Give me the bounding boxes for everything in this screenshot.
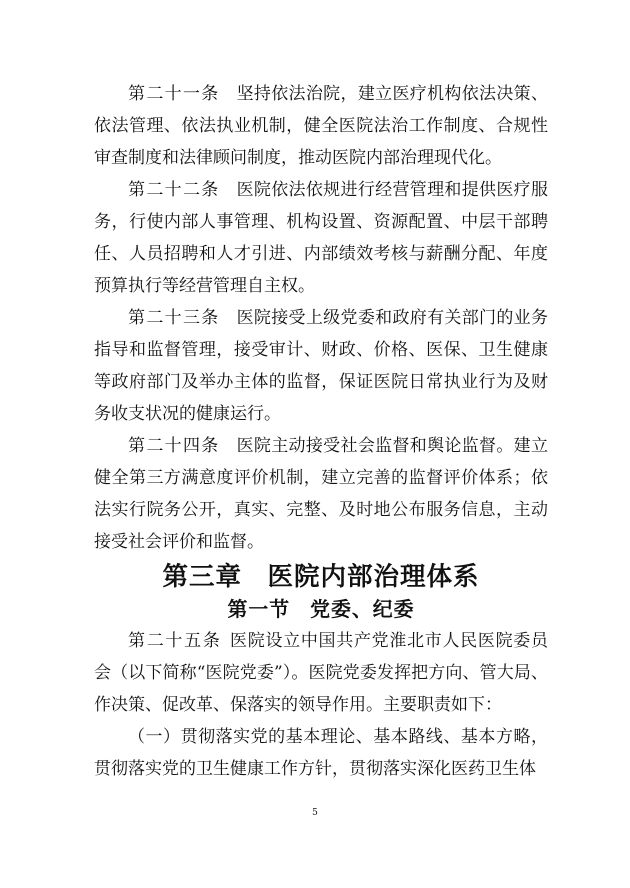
- list-item-1: [94, 721, 548, 785]
- article-number: 第二十三条: [128, 308, 220, 328]
- article-text: 医院主动接受社会监督和舆论监督。建立健全第三方满意度评价机制，建立完善的监督评价体系；依法实行院务公开，真实、完整、及时地公布服务信息，主动接受社会评价和监督。: [94, 436, 549, 552]
- article-22: [94, 174, 548, 302]
- article-number: 第二十二条: [128, 180, 220, 200]
- document-body: [94, 78, 548, 785]
- list-item-text: （一）贯彻落实党的基本理论、基本路线、基本方略，贯彻落实党的卫生健康工作方针，贯彻落实深化医药卫生体: [94, 727, 548, 779]
- chapter-number: 第三章: [162, 562, 242, 592]
- section-number: 第一节: [227, 597, 291, 621]
- section-heading: [94, 593, 548, 625]
- article-text: 医院依法依规进行经营管理和提供医疗服务，行使内部人事管理、机构设置、资源配置、中层干部聘任、人员招聘和人才引进、内部绩效考核与薪酬分配、年度预算执行等经营管理自主权。: [94, 180, 549, 296]
- article-text: 医院设立中国共产党淮北市人民医院委员会（以下简称“医院党委”）。医院党委发挥把方向、管大局、作决策、促改革、保落实的领导作用。主要职责如下：: [94, 631, 549, 715]
- page-number: 5: [312, 808, 318, 818]
- chapter-heading: [94, 561, 548, 593]
- article-number: 第二十一条: [128, 84, 220, 104]
- article-23: [94, 302, 548, 430]
- article-text: 坚持依法治院，建立医疗机构依法决策、依法管理、依法执业机制，健全医院法治工作制度、合规性审查制度和法律顾问制度，推动医院内部治理现代化。: [94, 84, 549, 168]
- article-25: [94, 625, 548, 721]
- article-number: 第二十五条: [128, 631, 222, 651]
- article-24: [94, 430, 548, 558]
- article-text: 医院接受上级党委和政府有关部门的业务指导和监督管理，接受审计、财政、价格、医保、卫生健康等政府部门及举办主体的监督，保证医院日常执业行为及财务收支状况的健康运行。: [94, 308, 549, 424]
- chapter-title: 医院内部治理体系: [267, 562, 480, 592]
- section-title: 党委、纪委: [310, 597, 415, 621]
- article-number: 第二十四条: [128, 436, 220, 456]
- article-21: [94, 78, 548, 174]
